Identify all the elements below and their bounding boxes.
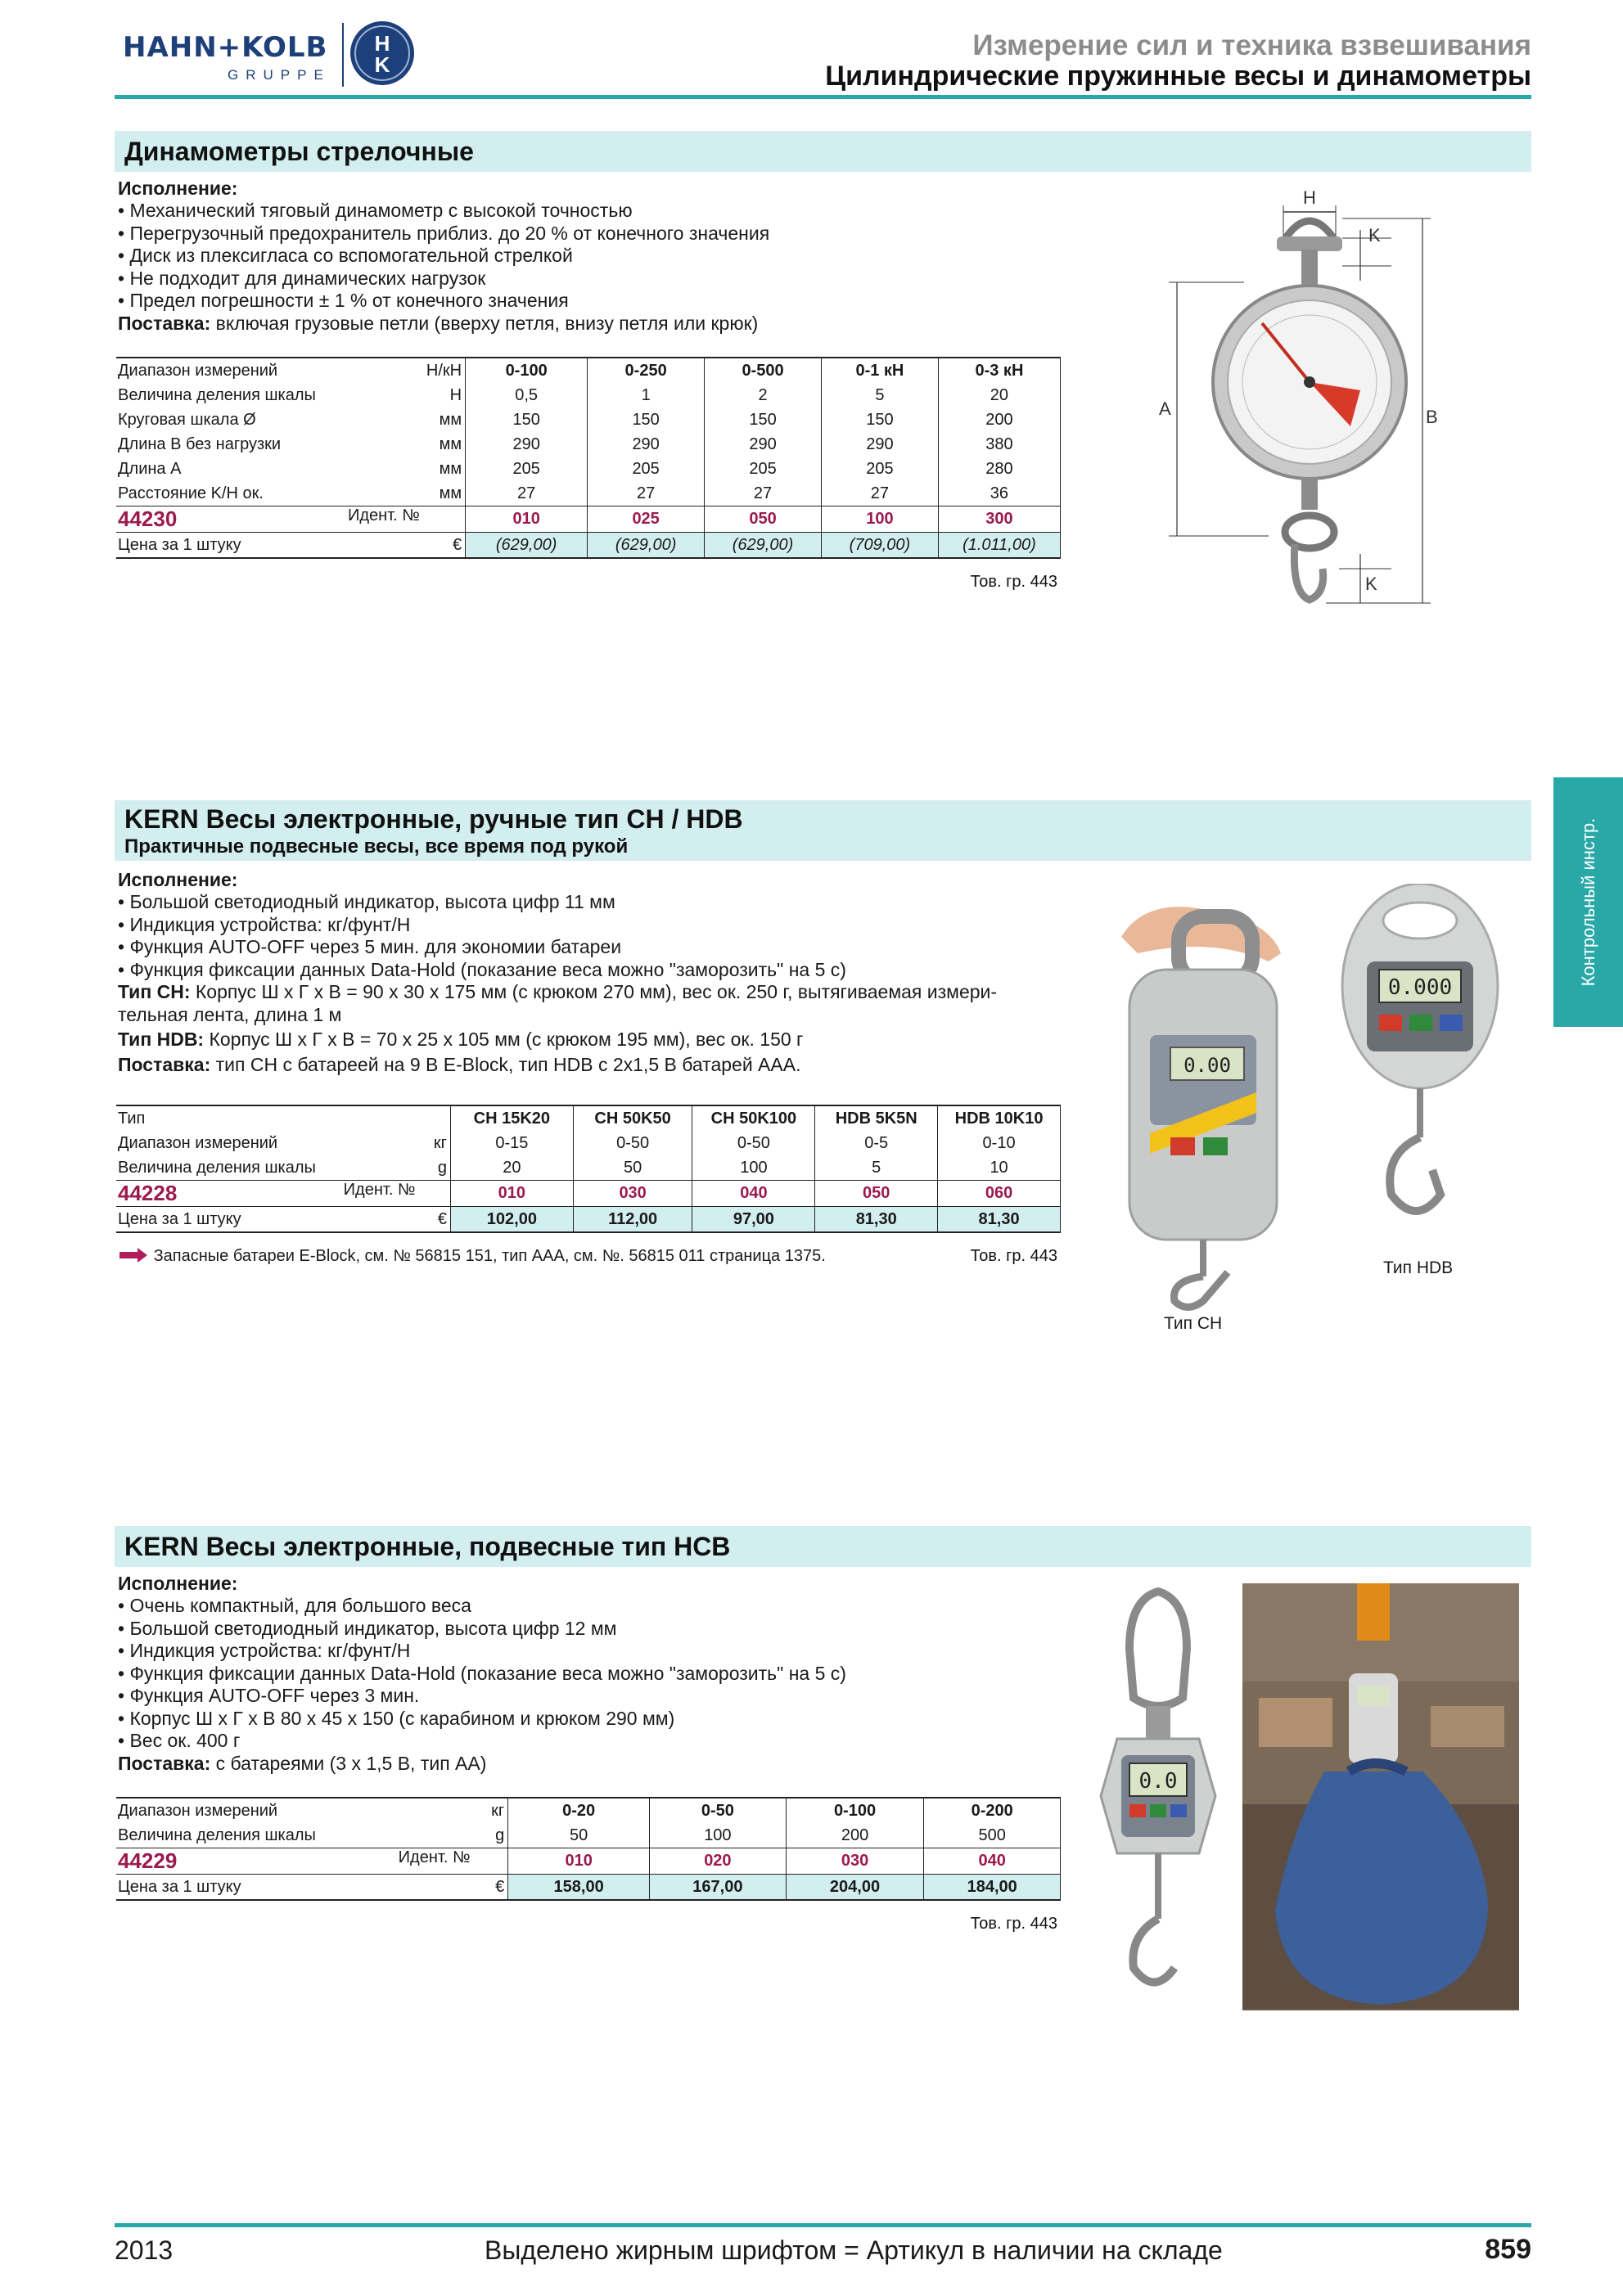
- price-cell: 167,00: [650, 1875, 787, 1901]
- article-number: 44228: [118, 1181, 178, 1205]
- price-row: [116, 1207, 1061, 1233]
- row-unit: мм: [422, 481, 466, 506]
- product-group: Тов. гр. 443: [970, 1915, 1057, 1933]
- table-cell: 0-250: [588, 358, 705, 383]
- table-cell: 0-50: [650, 1798, 787, 1823]
- table-cell: 0,5: [466, 383, 588, 407]
- ident-code[interactable]: 060: [938, 1181, 1061, 1207]
- header-category: Измерение сил и техника взвешивания: [972, 29, 1531, 61]
- caption-ch: Тип CH: [1164, 1314, 1223, 1333]
- price-cell: (709,00): [821, 533, 938, 559]
- feature-item: • Очень компактный, для большого веса: [118, 1595, 471, 1616]
- row-label: Диапазон измерений: [116, 358, 422, 383]
- table-cell: 0-50: [573, 1131, 692, 1155]
- ident-code[interactable]: 040: [692, 1181, 815, 1207]
- price-cell: 112,00: [573, 1207, 692, 1233]
- brand-badge-icon: [349, 20, 416, 87]
- row-label: Величина деления шкалы: [118, 1158, 316, 1177]
- table-row: [116, 481, 1061, 506]
- price-label: Цена за 1 штуку: [116, 1875, 471, 1901]
- product-group: Тов. гр. 443: [970, 573, 1057, 591]
- feature-item: • Функция AUTO-OFF через 3 мин.: [118, 1685, 420, 1706]
- ident-row: [116, 1181, 1061, 1207]
- feature-item: • Не подходит для динамических нагрузок: [118, 267, 486, 289]
- feature-item: • Диск из плексигласа со вспомогательной стрелкой: [118, 245, 573, 266]
- table-cell: 150: [466, 407, 588, 432]
- price-cell: 102,00: [450, 1207, 573, 1233]
- section-title-bar: [115, 1526, 1531, 1567]
- table-cell: 20: [938, 383, 1060, 407]
- ident-code[interactable]: 300: [938, 506, 1060, 533]
- row-label: Круговая шкала Ø: [118, 410, 256, 429]
- feature-item: • Корпус Ш x Г x В 80 x 45 x 150 (с карабином и крюком 290 мм): [118, 1707, 675, 1729]
- table-cell: CH 15K20: [450, 1105, 573, 1131]
- feature-item: • Предел погрешности ± 1 % от конечного значения: [118, 290, 569, 311]
- feature-item: • Большой светодиодный индикатор, высота цифр 11 мм: [118, 891, 615, 912]
- table-cell: HDB 10K10: [938, 1105, 1061, 1131]
- article-number: 44229: [118, 1848, 178, 1873]
- feature-item: • Индикция устройства: кг/фунт/Н: [118, 1640, 411, 1661]
- row-unit: мм: [422, 407, 466, 432]
- section-title-bar: [115, 131, 1531, 172]
- row-label: Расстояние K/H ок.: [118, 484, 264, 502]
- dim-h-label: H: [1303, 187, 1316, 208]
- table-cell: CH 50K100: [692, 1105, 815, 1131]
- table-cell: 100: [650, 1823, 787, 1848]
- table-cell: CH 50K50: [573, 1105, 692, 1131]
- delivery-label: Поставка:: [118, 312, 211, 334]
- price-cell: 97,00: [692, 1207, 815, 1233]
- row-label: Диапазон измерений: [118, 1133, 278, 1152]
- ident-code[interactable]: 100: [821, 506, 938, 533]
- spec-table: [116, 1797, 1061, 1901]
- table-cell: 150: [705, 407, 822, 432]
- footer-rule: [115, 2223, 1531, 2227]
- table-row: [116, 1823, 1061, 1848]
- table-cell: 27: [466, 481, 588, 506]
- dim-a-label: A: [1159, 398, 1171, 419]
- spec-table: [116, 357, 1061, 559]
- table-cell: 280: [938, 457, 1060, 481]
- delivery-label: Поставка:: [118, 1053, 211, 1075]
- footer-note: Выделено жирным шрифтом = Артикул в наличии на складе: [485, 2235, 1223, 2265]
- price-row: [116, 533, 1061, 559]
- table-cell: 0-5: [815, 1131, 938, 1155]
- table-cell: 0-100: [466, 358, 588, 383]
- ident-code[interactable]: 010: [466, 506, 588, 533]
- row-unit: Н/кН: [422, 358, 466, 383]
- table-cell: 205: [588, 457, 705, 481]
- currency: €: [417, 1207, 450, 1233]
- table-cell: 150: [588, 407, 705, 432]
- feature-item: • Функция AUTO-OFF через 5 мин. для экономии батареи: [118, 936, 622, 957]
- section-title: Динамометры стрелочные: [124, 137, 474, 166]
- type-ch-label: Тип CH:: [118, 981, 191, 1002]
- row-unit: мм: [422, 457, 466, 481]
- table-cell: 290: [588, 432, 705, 457]
- section-description: [118, 869, 1084, 1076]
- row-unit: кг: [471, 1798, 507, 1823]
- table-cell: 205: [466, 457, 588, 481]
- side-category-tab[interactable]: [1553, 777, 1623, 1027]
- badge-letter-bottom: K: [374, 52, 390, 77]
- table-cell: 0-15: [450, 1131, 573, 1155]
- price-label: Цена за 1 штуку: [116, 533, 422, 559]
- table-cell: 20: [450, 1155, 573, 1181]
- ident-code[interactable]: 010: [450, 1181, 573, 1207]
- table-cell: 0-20: [508, 1798, 650, 1823]
- table-cell: 27: [588, 481, 705, 506]
- table-row: [116, 1105, 1061, 1131]
- feature-item: • Большой светодиодный индикатор, высота цифр 12 мм: [118, 1617, 617, 1639]
- table-cell: 5: [821, 383, 938, 407]
- row-unit: g: [471, 1823, 507, 1848]
- table-cell: 0-500: [705, 358, 822, 383]
- header-subcategory: Цилиндрические пружинные весы и динамометры: [825, 61, 1531, 92]
- delivery-text: тип CH с батареей на 9 В E-Block, тип HDB с 2x1,5 В батарей AAA.: [210, 1053, 801, 1075]
- footer-year: 2013: [115, 2235, 174, 2265]
- table-cell: 0-3 кН: [938, 358, 1060, 383]
- section-title: KERN Весы электронные, ручные тип CH / HDB: [124, 804, 743, 834]
- table-cell: 0-50: [692, 1131, 815, 1155]
- price-cell: (1.011,00): [938, 533, 1060, 559]
- ident-code[interactable]: 040: [924, 1848, 1061, 1875]
- table-cell: 5: [815, 1155, 938, 1181]
- ident-code[interactable]: 050: [815, 1181, 938, 1207]
- ident-code[interactable]: 030: [573, 1181, 692, 1207]
- table-cell: 290: [705, 432, 822, 457]
- feature-item: • Перегрузочный предохранитель приблиз. до 20 % от конечного значения: [118, 222, 770, 244]
- table-cell: 1: [588, 383, 705, 407]
- table-row: [116, 383, 1061, 407]
- feature-item: • Функция фиксации данных Data-Hold (показание веса можно "заморозить" на 5 с): [118, 958, 846, 980]
- ident-row: [116, 506, 1061, 533]
- table-row: [116, 1131, 1061, 1155]
- row-label: Величина деления шкалы: [118, 385, 316, 404]
- ident-row: [116, 1848, 1061, 1875]
- table-cell: 380: [938, 432, 1060, 457]
- table-cell: HDB 5K5N: [815, 1105, 938, 1131]
- table-cell: 205: [705, 457, 822, 481]
- price-cell: 204,00: [786, 1875, 924, 1901]
- table-cell: 500: [924, 1823, 1061, 1848]
- price-cell: 184,00: [924, 1875, 1061, 1901]
- features-label: Исполнение:: [118, 178, 238, 199]
- product-group: Тов. гр. 443: [970, 1247, 1057, 1265]
- table-row: [116, 457, 1061, 481]
- table-row: [116, 358, 1061, 383]
- delivery-label: Поставка:: [118, 1752, 211, 1774]
- table-cell: 10: [938, 1155, 1061, 1181]
- table-cell: 50: [508, 1823, 650, 1848]
- ident-code[interactable]: 030: [786, 1848, 924, 1875]
- ident-label: Идент. №: [343, 1181, 416, 1199]
- type-ch-text-cont: тельная лента, длина 1 м: [118, 1003, 342, 1025]
- ident-code[interactable]: 025: [588, 506, 705, 533]
- delivery-text: включая грузовые петли (вверху петля, внизу петля или крюк): [210, 312, 759, 334]
- dim-k-bottom-label: K: [1365, 574, 1377, 594]
- table-cell: 100: [692, 1155, 815, 1181]
- brand-logo-text: HAHN+KOLB: [123, 31, 328, 64]
- table-cell: 2: [705, 383, 822, 407]
- row-label: Тип: [116, 1105, 417, 1131]
- hcb-display-readout: 0.0: [1138, 1769, 1178, 1794]
- ident-code[interactable]: 020: [650, 1848, 787, 1875]
- feature-item: • Функция фиксации данных Data-Hold (показание веса можно "заморозить" на 5 с): [118, 1662, 846, 1684]
- arrow-right-icon: [118, 1248, 149, 1263]
- delivery-text: с батареями (3 x 1,5 В, тип AA): [210, 1752, 487, 1774]
- row-label: Длина A: [118, 459, 182, 478]
- table-cell: 0-200: [924, 1798, 1061, 1823]
- row-unit: g: [417, 1155, 450, 1181]
- dim-b-label: B: [1426, 407, 1438, 427]
- features-label: Исполнение:: [118, 869, 238, 890]
- table-cell: 150: [821, 407, 938, 432]
- section-description: [118, 1573, 1084, 1775]
- table-cell: 0-1 кН: [821, 358, 938, 383]
- price-cell: 158,00: [508, 1875, 650, 1901]
- dynamometer-diagram: [1146, 184, 1457, 614]
- price-cell: 81,30: [815, 1207, 938, 1233]
- table-cell: 50: [573, 1155, 692, 1181]
- price-cell: (629,00): [588, 533, 705, 559]
- ch-display-readout: 0.00: [1183, 1054, 1231, 1077]
- feature-item: • Индикция устройства: кг/фунт/Н: [118, 913, 411, 935]
- table-cell: 0-100: [786, 1798, 924, 1823]
- scale-in-use-photo: [1242, 1583, 1519, 2010]
- row-unit: кг: [417, 1131, 450, 1155]
- scale-hcb-image: [1084, 1583, 1232, 2017]
- table-cell: 290: [466, 432, 588, 457]
- page-number: 859: [1485, 2234, 1531, 2265]
- currency: €: [422, 533, 466, 559]
- side-tab-label: Контрольный инстр.: [1578, 817, 1598, 987]
- ident-label: Идент. №: [348, 506, 420, 524]
- row-label: Длина B без нагрузки: [118, 434, 282, 453]
- table-cell: 205: [821, 457, 938, 481]
- table-cell: 290: [821, 432, 938, 457]
- dim-k-top-label: K: [1368, 225, 1381, 245]
- price-cell: (629,00): [705, 533, 822, 559]
- row-unit: мм: [422, 432, 466, 457]
- section-description: [118, 178, 1084, 335]
- ident-code[interactable]: 010: [508, 1848, 650, 1875]
- type-hdb-text: Корпус Ш x Г x В = 70 x 25 x 105 мм (с крюком 195 мм), вес ок. 150 г: [204, 1029, 804, 1050]
- header-rule: [115, 95, 1531, 99]
- table-row: [116, 432, 1061, 457]
- price-row: [116, 1875, 1061, 1901]
- logo-divider: [342, 23, 344, 87]
- table-row: [116, 1155, 1061, 1181]
- table-row: [116, 1798, 1061, 1823]
- scale-ch-image: [1113, 888, 1293, 1313]
- row-label: Величина деления шкалы: [118, 1826, 316, 1844]
- article-number: 44230: [118, 506, 178, 531]
- battery-note: Запасные батареи E-Block, см. № 56815 151, тип AAA, см. №. 56815 011 страница 1375.: [153, 1247, 826, 1265]
- section-title-bar: [115, 800, 1531, 861]
- table-cell: 27: [821, 481, 938, 506]
- features-label: Исполнение:: [118, 1573, 238, 1594]
- table-row: [116, 407, 1061, 432]
- table-cell: 200: [786, 1823, 924, 1848]
- brand-logo-subtitle: GRUPPE: [228, 67, 331, 83]
- table-cell: 27: [705, 481, 822, 506]
- badge-letter-top: H: [374, 31, 390, 56]
- type-hdb-label: Тип HDB:: [118, 1029, 205, 1050]
- section-title: KERN Весы электронные, подвесные тип HCB: [124, 1532, 731, 1561]
- type-ch-text: Корпус Ш x Г x В = 90 x 30 x 175 мм (с крюком 270 мм), вес ок. 250 г, вытягиваемая измери-: [190, 981, 998, 1002]
- hdb-display-readout: 0.000: [1387, 975, 1453, 1000]
- price-cell: 81,30: [938, 1207, 1061, 1233]
- currency: €: [471, 1875, 507, 1901]
- caption-hdb: Тип HDB: [1383, 1258, 1454, 1277]
- table-cell: 36: [938, 481, 1060, 506]
- table-cell: 0-10: [938, 1131, 1061, 1155]
- price-label: Цена за 1 штуку: [116, 1207, 417, 1233]
- feature-item: • Механический тяговый динамометр с высокой точностью: [118, 200, 633, 221]
- row-unit: Н: [422, 383, 466, 407]
- scale-hdb-image: [1334, 884, 1506, 1252]
- spec-table: [116, 1105, 1061, 1233]
- ident-code[interactable]: 050: [705, 506, 822, 533]
- feature-item: • Вес ок. 400 г: [118, 1730, 241, 1751]
- table-cell: 200: [938, 407, 1060, 432]
- row-label: Диапазон измерений: [116, 1798, 471, 1823]
- price-cell: (629,00): [466, 533, 588, 559]
- ident-label: Идент. №: [398, 1848, 471, 1866]
- section-subtitle: Практичные подвесные весы, все время под рукой: [124, 835, 629, 858]
